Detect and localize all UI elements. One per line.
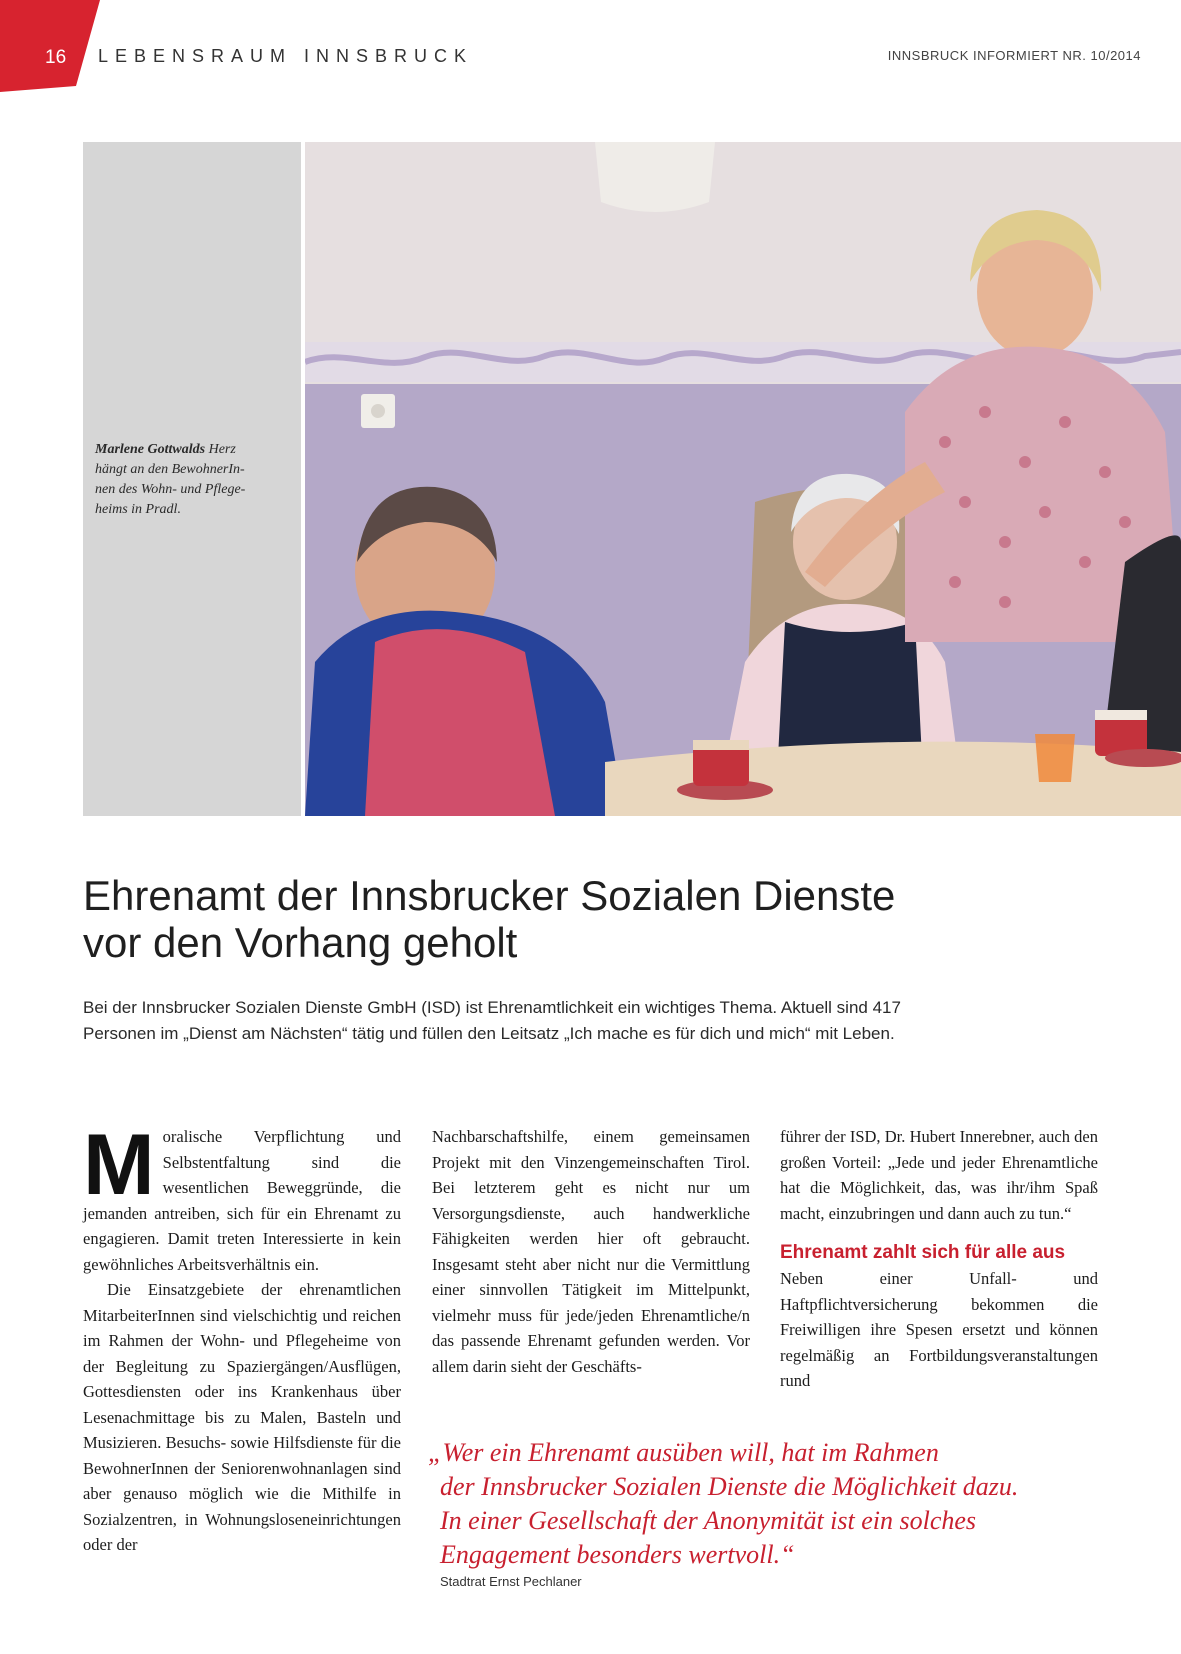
caption-line4: heims in Pradl. (95, 502, 181, 517)
quote-line-3: In einer Gesellschaft der Anonymität ist ein solches (440, 1506, 977, 1535)
paragraph-1 (83, 1117, 401, 1277)
section-title: LEBENSRAUM INNSBRUCK (98, 46, 474, 66)
quote-line-2: der Innsbrucker Sozialen Dienste die Möglichkeit dazu. (440, 1472, 1019, 1501)
lead-line1: Bei der Innsbrucker Sozialen Dienste GmbH (ISD) ist Ehrenamtlichkeit ein wichtiges Thema. Aktuell sind 417 (83, 998, 901, 1017)
article-photo (305, 142, 1181, 816)
quote-author: Stadtrat Ernst Pechlaner (440, 1574, 582, 1589)
paragraph-3: Nachbarschaftshilfe, einem gemeinsamen Projekt mit den Vinzengemeinschaften Tirol. Bei letzterem geht es nicht nur um Versorgungsdienste, auch handwerkliche Fähigkeiten werden hier oft gebraucht. Insgesamt steht aber nicht nur die Vermittlung einer sinnvollen Tätigkeit im Mittelpunkt, vielmehr muss für jede/jeden Ehrenamtliche/n das passende Ehrenamt gefunden werden. Vor allem darin sieht der Geschäfts- (432, 1127, 750, 1376)
headline-line1: Ehrenamt der Innsbrucker Sozialen Dienste (83, 872, 896, 919)
paragraph-1-text: oralische Verpflichtung und Selbstentfaltung sind die wesentlichen Beweggründe, die jemanden antreiben, sich für ein Ehrenamt zu engagieren. Damit treten Interessierte in kein gewöhnliches Arbeitsverhältnis ein. (83, 1127, 401, 1274)
lead-line2: Personen im „Dienst am Nächsten“ tätig und füllen den Leitsatz „Ich mache es für dich und mich“ mit Leben. (83, 1024, 895, 1043)
paragraph-4: führer der ISD, Dr. Hubert Innerebner, auch den großen Vorteil: „Jede und jeder Ehrenamtliche hat die Möglichkeit, das, was ihr/ihm Spaß macht, einzubringen und dann auch zu tun.“ (780, 1127, 1098, 1223)
photo-caption (95, 440, 285, 520)
paragraph-5: Neben einer Unfall- und Haftpflichtversicherung bekommen die Freiwilligen ihre Spesen ersetzt und können regelmäßig an Fortbildungsveranstaltungen rund (780, 1269, 1098, 1390)
drop-cap: M (83, 1117, 155, 1213)
paragraph-2: Die Einsatzgebiete der ehrenamtlichen MitarbeiterInnen sind vielschichtig und reichen im Rahmen der Wohn- und Pflegeheime von der Begleitung zu Spaziergängen/Ausflügen, Gottesdiensten oder ins Krankenhaus über Lesenachmittage bis zu Malen, Basteln und Musizieren. Besuchs- sowie Hilfsdienste für die BewohnerInnen der Seniorenwohnanlagen sind aber genauso möglich wie die Mithilfe in Sozialzentren, in Wohnungsloseneinrichtungen oder der (83, 1280, 401, 1554)
caption-line3: nen des Wohn- und Pflege- (95, 482, 246, 497)
article-headline (83, 872, 1143, 966)
issue-label: INNSBRUCK INFORMIERT NR. 10/2014 (887, 48, 1141, 63)
body-column-1 (83, 1117, 401, 1558)
pull-quote (428, 1436, 1148, 1572)
caption-line2: hängt an den BewohnerIn- (95, 462, 245, 477)
caption-name: Marlene Gottwalds (95, 442, 206, 457)
caption-line1: Herz (205, 442, 236, 457)
body-column-3 (780, 1124, 1098, 1394)
page-number: 16 (45, 47, 67, 68)
subheading: Ehrenamt zahlt sich für alle aus (780, 1242, 1066, 1263)
page-number-tab (0, 0, 110, 92)
article-lead (83, 995, 1143, 1047)
body-column-2 (432, 1124, 750, 1379)
quote-line-4: Engagement besonders wertvoll.“ (440, 1540, 795, 1569)
headline-line2: vor den Vorhang geholt (83, 919, 518, 966)
quote-line-1: „Wer ein Ehrenamt ausüben will, hat im Rahmen (428, 1438, 939, 1467)
